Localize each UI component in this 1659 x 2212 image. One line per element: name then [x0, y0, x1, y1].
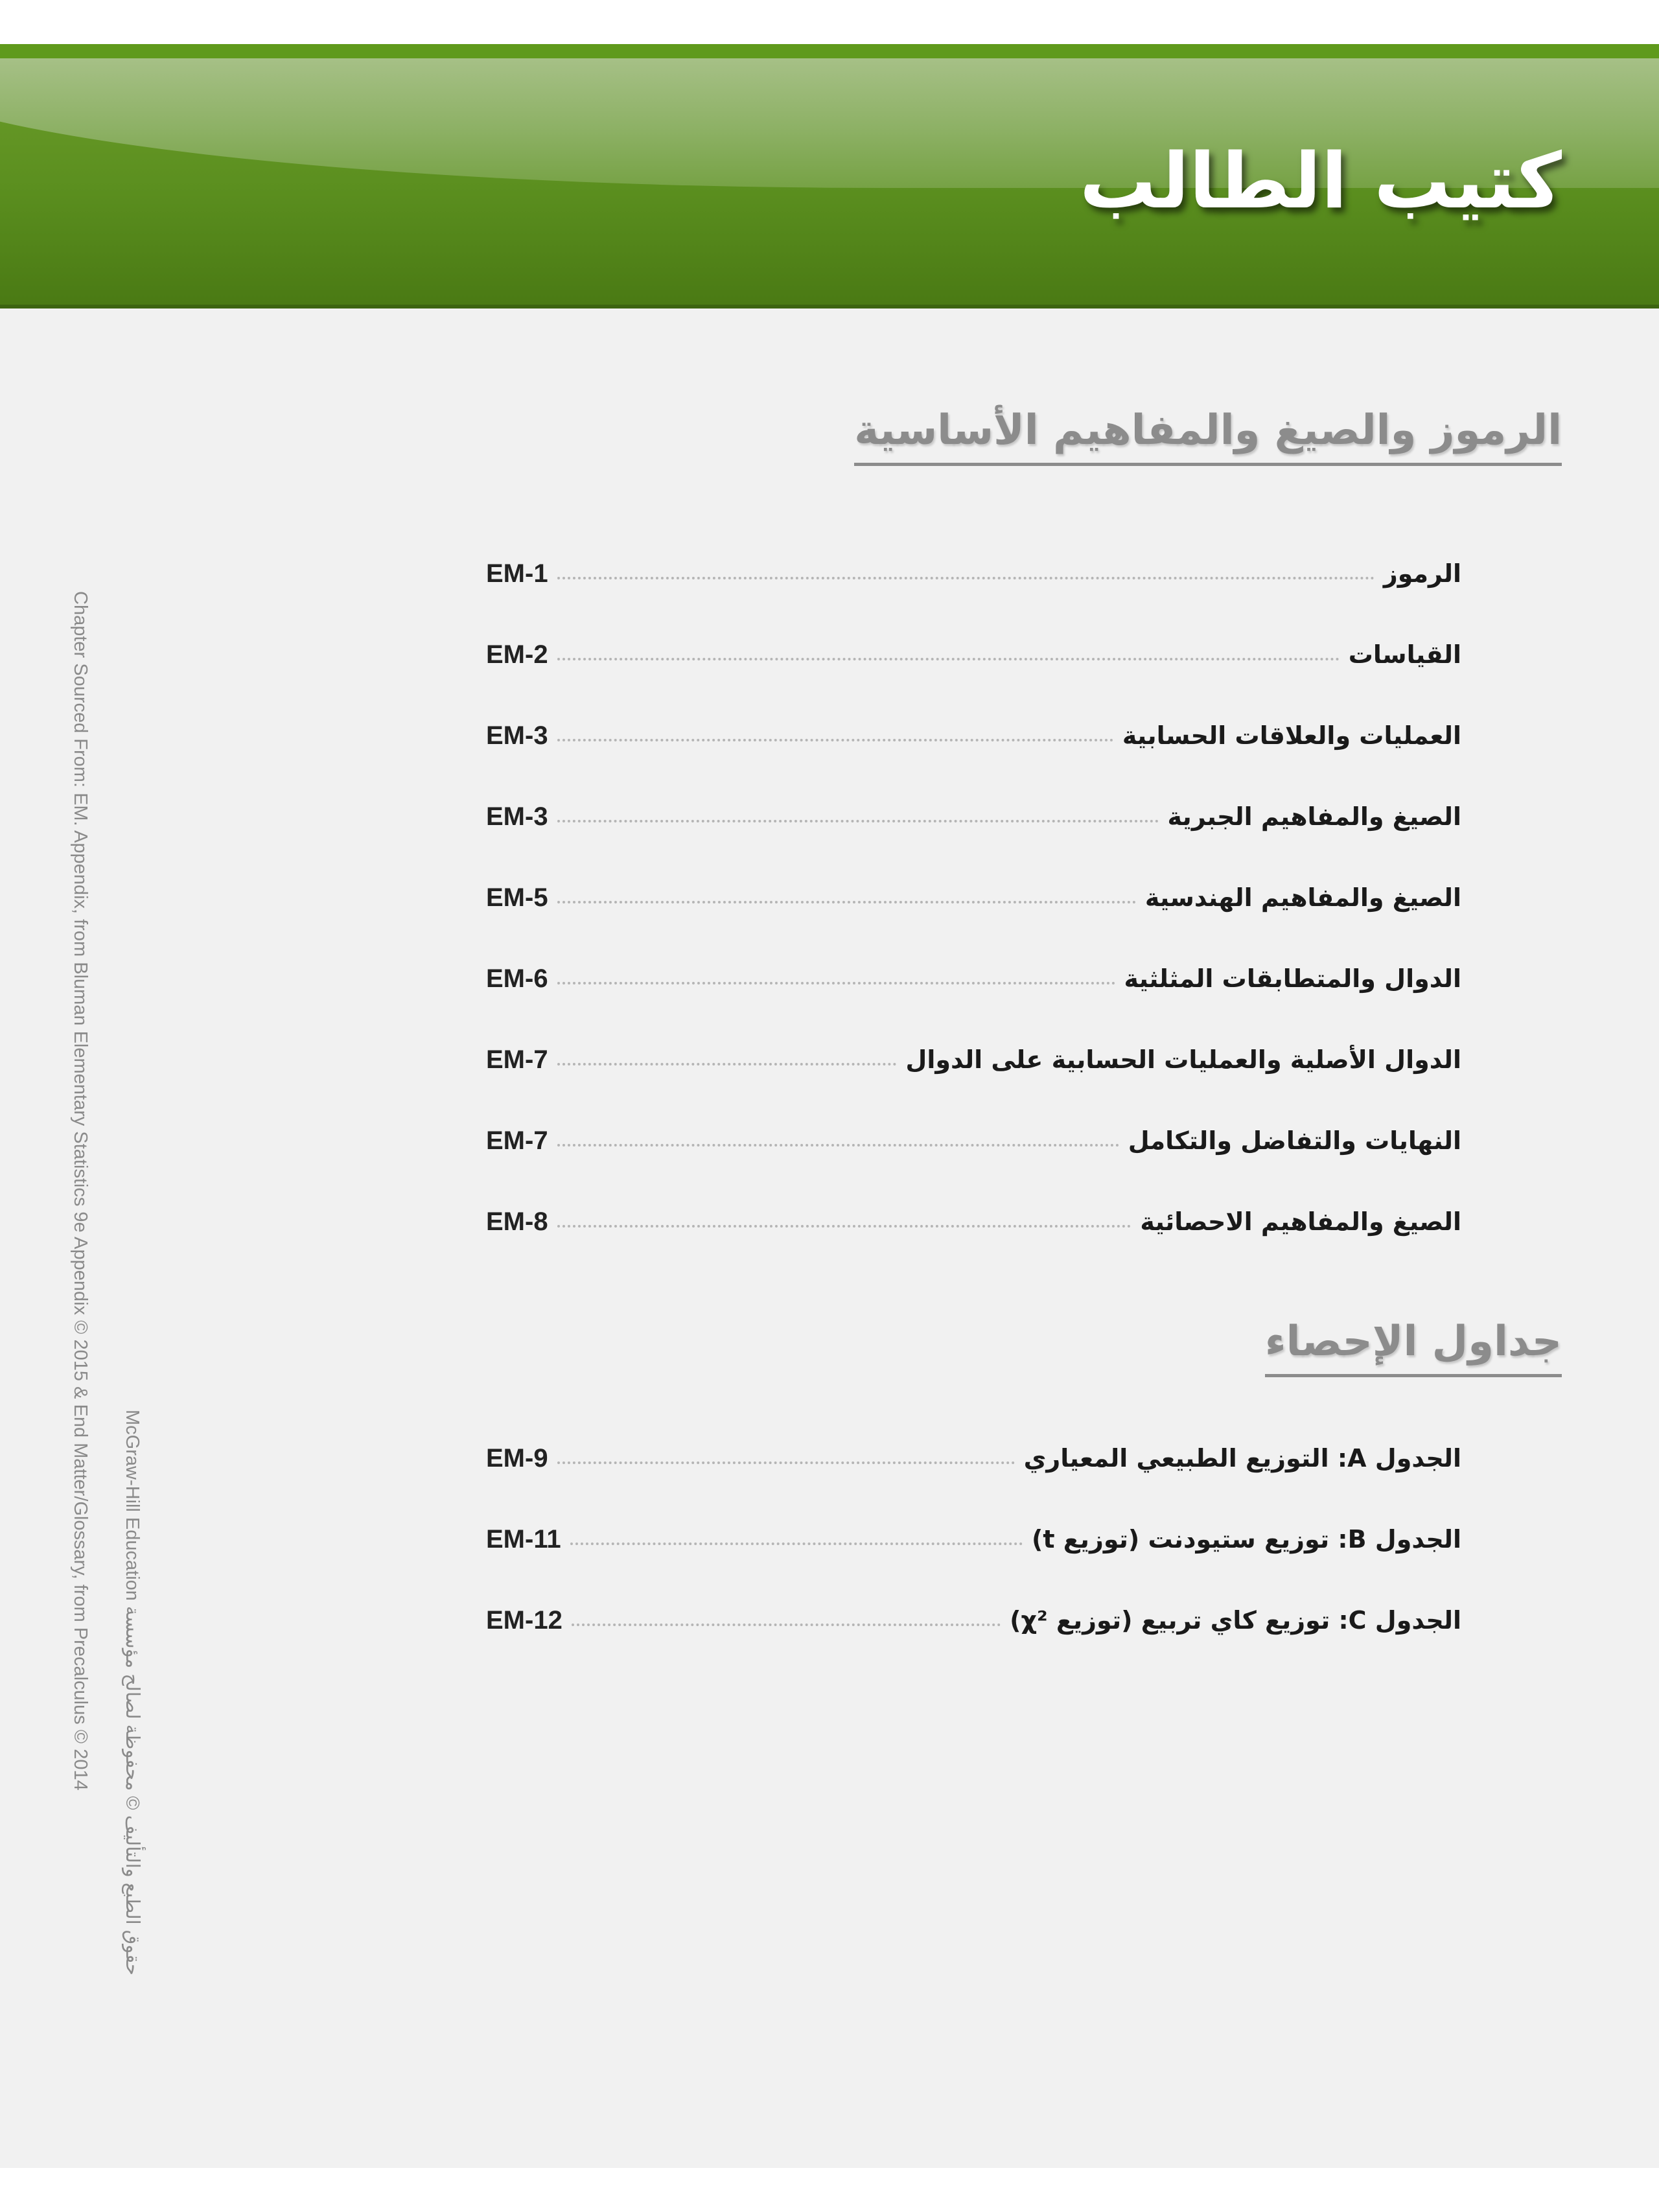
toc-row[interactable]	[486, 1517, 1461, 1562]
toc-row[interactable]	[486, 1118, 1461, 1163]
section-heading-basic-symbols: الرموز والصيغ والمفاهيم الأساسية	[854, 410, 1562, 466]
section-heading-statistics-tables: جداول الإحصاء	[1265, 1321, 1562, 1377]
toc-entry-title: الصيغ والمفاهيم الاحصائية	[1140, 1207, 1461, 1236]
toc-page-number: EM-9	[486, 1443, 548, 1473]
toc-page-number: EM-6	[486, 964, 548, 993]
toc-entry-title: الدوال والمتطابقات المثلثية	[1124, 964, 1461, 993]
toc-row[interactable]	[486, 551, 1461, 596]
toc-entry-title: النهايات والتفاضل والتكامل	[1128, 1126, 1461, 1155]
dot-leader	[570, 1517, 1023, 1545]
copyright-note: McGraw-Hill Education حقوق الطبع والتأليف © محفوظة لصالح مؤسسة	[122, 1410, 143, 1975]
toc-page-number: EM-1	[486, 559, 548, 588]
toc-row[interactable]	[486, 1598, 1461, 1643]
toc-entry-title: الصيغ والمفاهيم الهندسية	[1144, 883, 1461, 912]
page-background	[0, 44, 1659, 2168]
dot-leader	[557, 875, 1136, 903]
dot-leader	[572, 1598, 1001, 1626]
toc-entry-title: القياسات	[1348, 640, 1461, 669]
toc-entry-title: العمليات والعلاقات الحسابية	[1122, 721, 1461, 750]
toc-page-number: EM-7	[486, 1126, 548, 1155]
toc-entry-title: الجدول C: توزيع كاي تربيع (توزيع χ²)	[1010, 1606, 1461, 1635]
toc-row[interactable]	[486, 794, 1461, 839]
toc-page-number: EM-8	[486, 1207, 548, 1236]
toc-row[interactable]	[486, 632, 1461, 677]
toc-entry-title: الدوال الأصلية والعمليات الحسابية على الدوال	[905, 1045, 1461, 1074]
dot-leader	[557, 1118, 1119, 1147]
toc-row[interactable]	[486, 875, 1461, 920]
toc-page-number: EM-5	[486, 883, 548, 912]
toc-page-number: EM-12	[486, 1605, 563, 1635]
toc-row[interactable]	[486, 1199, 1461, 1244]
dot-leader	[557, 713, 1113, 741]
toc-page-number: EM-11	[486, 1524, 561, 1554]
dot-leader	[557, 1199, 1131, 1228]
dot-leader	[557, 956, 1115, 984]
toc-page-number: EM-2	[486, 640, 548, 669]
dot-leader	[557, 632, 1340, 660]
dot-leader	[557, 551, 1375, 579]
toc-row[interactable]	[486, 1436, 1461, 1481]
toc-entry-title: الجدول A: التوزيع الطبيعي المعياري	[1023, 1444, 1461, 1473]
toc-row[interactable]	[486, 1037, 1461, 1082]
toc-entry-title: الرموز	[1383, 559, 1461, 588]
toc-entry-title: الجدول B: توزيع ستيودنت (توزيع t)	[1031, 1525, 1461, 1554]
toc-row[interactable]	[486, 956, 1461, 1001]
toc-page-number: EM-3	[486, 802, 548, 831]
toc-page-number: EM-3	[486, 721, 548, 750]
toc-row[interactable]	[486, 713, 1461, 758]
header-top-strip	[0, 44, 1659, 58]
dot-leader	[557, 794, 1159, 822]
source-note: Chapter Sourced From: EM. Appendix, from Bluman Elementary Statistics 9e Appendix © 2015 & End Matter/Glossary, from Precalculus © 2014	[70, 591, 91, 1791]
dot-leader	[557, 1037, 897, 1065]
toc-page-number: EM-7	[486, 1045, 548, 1074]
page-title: كتيب الطالب	[1079, 136, 1562, 226]
dot-leader	[557, 1436, 1015, 1464]
toc-entry-title: الصيغ والمفاهيم الجبرية	[1167, 802, 1461, 831]
